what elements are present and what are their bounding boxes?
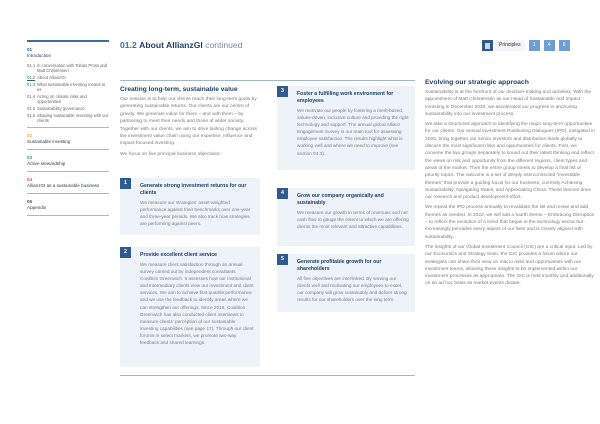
page-title-text: About AllianzGI [139, 40, 203, 50]
sidebar-section-introduction[interactable] [27, 45, 109, 128]
objective-card-2 [120, 247, 260, 367]
section-number: 03 [27, 155, 33, 160]
principles-button[interactable]: Principles [495, 40, 525, 51]
page-title [120, 40, 242, 50]
item-label: In conversation with Tobias Pross and Matt Christensen [37, 63, 108, 73]
sidebar-item-acting-on-climate[interactable] [27, 94, 109, 104]
objective-number-badge: 2 [120, 247, 131, 258]
item-number: 01.1 [27, 63, 36, 68]
page-title-suffix: continued [205, 40, 243, 50]
section-number: 05 [27, 199, 33, 204]
objective-title: Grow our company organically and sustainably [297, 193, 384, 206]
section-title[interactable]: Sustainable investing [27, 139, 71, 144]
item-label: Shaping sustainable investing with our clients [37, 113, 109, 123]
paragraph: We repeat the IPD process annually to revalidate the list and revise and add themes as needed. In 2022, we will add a fourth theme – Embracing Disruption – to reflect the evolution of a trend that began in the technology sector but increasingly pervades every aspect of our lives and is closely aligned with sustainability. [425, 205, 595, 240]
objective-number-badge: 1 [120, 178, 131, 189]
section-number: 04 [27, 177, 33, 182]
sidebar-divider [27, 40, 109, 42]
objective-text: All five objectives are interlinked. By serving our clients well and motivating our employees to excel, our company will grow sustainably and deliver strong results for our shareholders over the long term. [297, 276, 407, 303]
sidebar-item-about-allianzgi[interactable] [27, 75, 109, 80]
objective-text: We measure our growth in terms of revenues and net cash flow to gauge the extent to which we are offering clients the most relevant and attractive capabilities. [297, 210, 409, 230]
item-label: About AllianzGI [37, 75, 66, 80]
section-heading: Creating long-term, sustainable value [120, 86, 238, 93]
item-label: Acting on climate risks and opportunities [37, 94, 87, 104]
objective-title: Generate strong investment returns for our clients [140, 183, 247, 196]
objective-title: Foster a fulfilling work environment for employees [297, 91, 394, 104]
objective-card-4 [277, 188, 415, 246]
paragraph: We take a structured approach to identifying the major long-term opportunities for our clients. Our annual Investment Positioning Dialogues (IPD), instigated in 2020, bring together our senior investors and distribution leads globally to discuss the most significant risks and opportunities for clients. First, we convene the two groups separately to sound out their latest thinking and reflect the views on risk and opportunity from the different regions, client types and areas of the market. Then the entire group meets to develop a final list of priority topics. The outcome is a set of deeply interconnected "investable themes" that provide a guiding focus for our business, currently Achieving Sustainability; Navigating Rates; and Appreciating China. These themes drive our research and product development effort. [425, 122, 595, 201]
strategic-approach-section [425, 79, 595, 288]
objective-text: We motivate our people by fostering a merit-based, values-driven, inclusive culture and providing the right technology and support. The annual global Allianz Engagement Survey is our main tool for assessing employee satisfaction. The results highlight what is working well and where we need to improve (see section 04.3). [297, 108, 409, 156]
item-number: 01.6 [27, 113, 36, 118]
section-heading: Evolving our strategic approach [425, 79, 529, 86]
objective-card-1 [120, 178, 260, 235]
section-title[interactable]: Introduction [27, 53, 52, 58]
principles-document-icon[interactable] [482, 40, 493, 51]
section-number: 01 [27, 47, 33, 52]
sidebar-section-active-stewardship[interactable] [27, 153, 109, 172]
item-number: 01.4 [27, 94, 36, 99]
page-toolbar [482, 40, 570, 51]
item-label: Sustainability governance [37, 106, 85, 111]
sidebar-item-sustainability-governance[interactable] [27, 106, 109, 111]
sidebar-item-what-sustainable-investing-means[interactable] [27, 82, 109, 92]
content-divider-top [120, 80, 415, 81]
objective-text: We measure our strategies' asset-weighted performance against their benchmarks over one-year and three-year periods. We also track how strategies are performing against peers. [140, 200, 251, 227]
sidebar-section-sustainable-investing[interactable] [27, 131, 109, 150]
section-number: 02 [27, 133, 33, 138]
page-link-6[interactable]: 6 [559, 40, 570, 51]
page-link-4[interactable]: 4 [544, 40, 555, 51]
paragraph: The insights of our Global Investment Council (GIC) are a critical input. Led by our Economics and Strategy team, the GIC provides a forum where our strategists can share their view on macro risks and opportunities with our investment teams, allowing these insights to be implemented within our investment processes as appropriate. The GIC is held monthly and additionally on an ad hoc basis as market events dictate. [425, 244, 594, 287]
page-section-number: 01.2 [120, 40, 137, 50]
item-number: 01.3 [27, 82, 36, 87]
sidebar-item-shaping-sustainable-investing[interactable] [27, 113, 109, 123]
paragraph: Sustainability is at the forefront of our decision-making and activities. With the appointment of Matt Christensen as our Head of Sustainable and Impact Investing in December 2020, we accelerated our progress in anchoring sustainability into our investment process. [425, 90, 592, 117]
sidebar-nav [27, 40, 109, 219]
sidebar-section-appendix[interactable] [27, 197, 109, 216]
objective-text: We measure client satisfaction through an annual survey carried out by independent consultants Coalition Greenwich. It assesses how our institutional and intermediary clients view our investment and client services. We aim to achieve first-quartile performance and we use the feedback to identify areas where we can strengthen our offerings. Since 2018, Coalition Greenwich has also conducted client interviews to measure clients' perception of our sustainable investing capabilities (see page 17). Through our client forums in select markets, we promote two-way feedback and shared learnings. [140, 262, 254, 346]
creating-value-section [120, 86, 260, 158]
objective-number-badge: 4 [277, 188, 288, 199]
item-number: 01.5 [27, 106, 36, 111]
objective-number-badge: 5 [277, 254, 288, 265]
item-number: 01.2 [27, 75, 36, 80]
objective-number-badge: 3 [277, 86, 288, 97]
paragraph: We focus on five principal business objectives: [120, 151, 221, 157]
content-divider-bottom [120, 375, 415, 376]
paragraph: Our mission is to help our clients reach their long-term goals by generating sustainable returns. Our clients are our centre of gravity. We generate value for them – and with them – by partnering to meet their needs and those of wider society. Together with our clients, we aim to drive lasting change across the investment value chain using our expertise, influence and impact-focused investing. [120, 97, 258, 147]
sidebar-item-in-conversation[interactable] [27, 63, 109, 73]
section-title[interactable]: Appendix [27, 205, 47, 210]
objective-title: Provide excellent client service [140, 252, 217, 258]
objective-card-3 [277, 86, 415, 170]
section-title[interactable]: AllianzGI as a sustainable business [27, 183, 100, 188]
objective-card-5 [277, 254, 415, 312]
item-label: What sustainable investing means to us [37, 82, 106, 92]
objective-title: Generate profitable growth for our shareholders [297, 259, 382, 272]
page-link-1[interactable]: 1 [529, 40, 540, 51]
section-title[interactable]: Active stewardship [27, 161, 66, 166]
sidebar-section-sustainable-business[interactable] [27, 175, 109, 194]
